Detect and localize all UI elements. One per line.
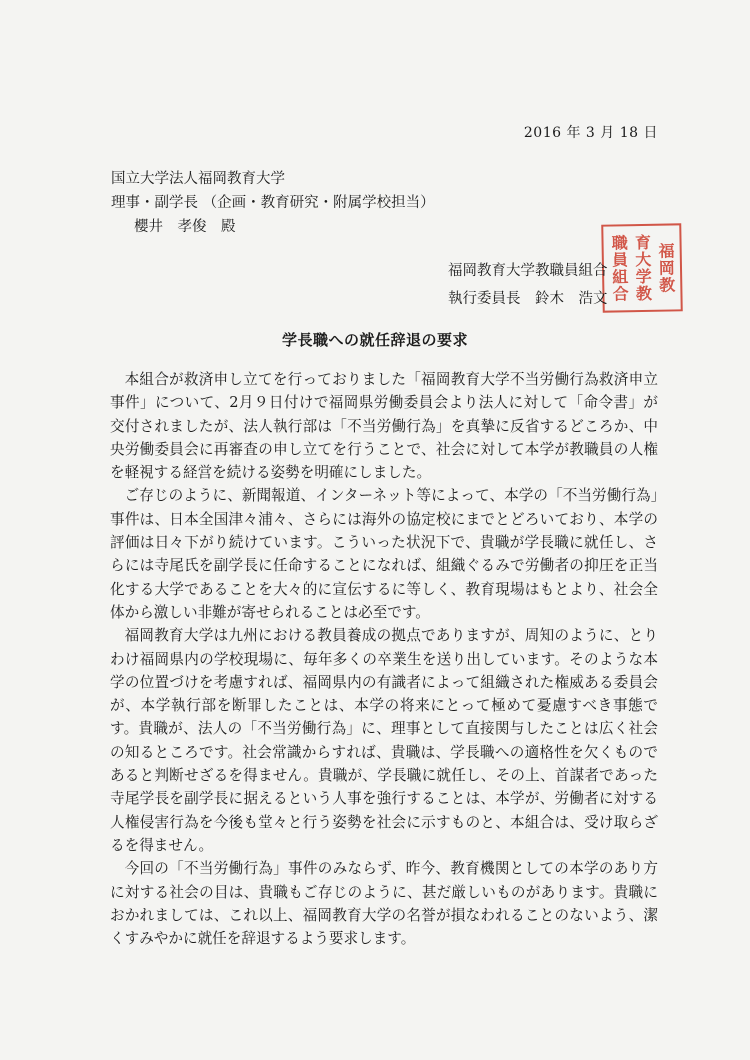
addressee-position: 理事・副学長 （企画・教育研究・附属学校担当） bbox=[111, 195, 435, 211]
sender-block bbox=[448, 257, 608, 313]
body-paragraph: 今回の「不当労働行為」事件のみならず、昨今、教育機関としての本学のあり方に対する社会の目は、貴職もご存じのように、甚だ厳しいものがあります。貴職におかれましては、これ以上、福岡教育大学の名誉が損なわれることのないよう、潔くすみやかに就任を辞退するよう要求します。 bbox=[110, 860, 658, 948]
body-paragraph: 本組合が救済申し立てを行っておりました「福岡教育大学不当労働行為救済申立事件」について、2月９日付けで福岡県労働委員会より法人に対して「命令書」が交付されましたが、法人執行部は「不当労働行為」を真摯に反省するどころか、中央労働委員会に再審査の申し立てを行うことで、社会に対して本学が教職員の人権を軽視する経営を続ける姿勢を明確にしました。 bbox=[110, 371, 658, 482]
document-title: 学長職への就任辞退の要求 bbox=[281, 331, 468, 349]
sender-title-name: 執行委員長 鈴木 浩文 bbox=[448, 291, 608, 307]
sender-organization: 福岡教育大学教職員組合 bbox=[448, 263, 608, 279]
seal-text-column: 職員組合 bbox=[609, 234, 630, 303]
letter-date: 2016 年 3 月 18 日 bbox=[523, 125, 658, 141]
addressee-organization: 国立大学法人福岡教育大学 bbox=[111, 171, 285, 187]
seal-text-column: 育大学教 bbox=[632, 233, 653, 303]
body-paragraph: 福岡教育大学は九州における教員養成の拠点でありますが、周知のように、とりわけ福岡県内の学校現場に、毎年多くの卒業生を送り出しています。そのような本学の位置づけを考慮すれば、福岡県内の有識者によって組織された権威ある委員会が、本学執行部を断罪したことは、本学の将来にとって極めて憂慮すべき事態です。貴職が、法人の「不当労働行為」に、理事として直接関与したことは広く社会の知るところです。社会常識からすれば、貴職は、学長職への適格性を欠くものであると判断せざるを得ません。貴職が、学長職に就任し、その上、首謀者であった寺尾学長を副学長に据えるという人事を強行することは、本学が、労働者に対する人権侵害行為を今後も堂々と行う姿勢を社会に示すものと、本組合は、受け取らざるを得ません。 bbox=[110, 627, 658, 854]
addressee-name: 櫻井 孝俊 殿 bbox=[134, 219, 236, 235]
addressee-block bbox=[111, 167, 435, 239]
seal-text-column: 福岡教 bbox=[655, 241, 676, 294]
union-seal-stamp bbox=[601, 223, 683, 312]
letter-body bbox=[110, 368, 658, 950]
body-paragraph: ご存じのように、新聞報道、インターネット等によって、本学の「不当労働行為」事件は、日本全国津々浦々、さらには海外の協定校にまでとどろいており、本学の評価は日々下がり続けています。こういった状況下で、貴職が学長職に就任し、さらには寺尾氏を副学長に任命することになれば、組織ぐるみで労働者の抑圧を正当化する大学であることを大々的に宣伝するに等しく、教育現場はもとより、社会全体から激しい非難が寄せられることは必至です。 bbox=[110, 487, 658, 621]
